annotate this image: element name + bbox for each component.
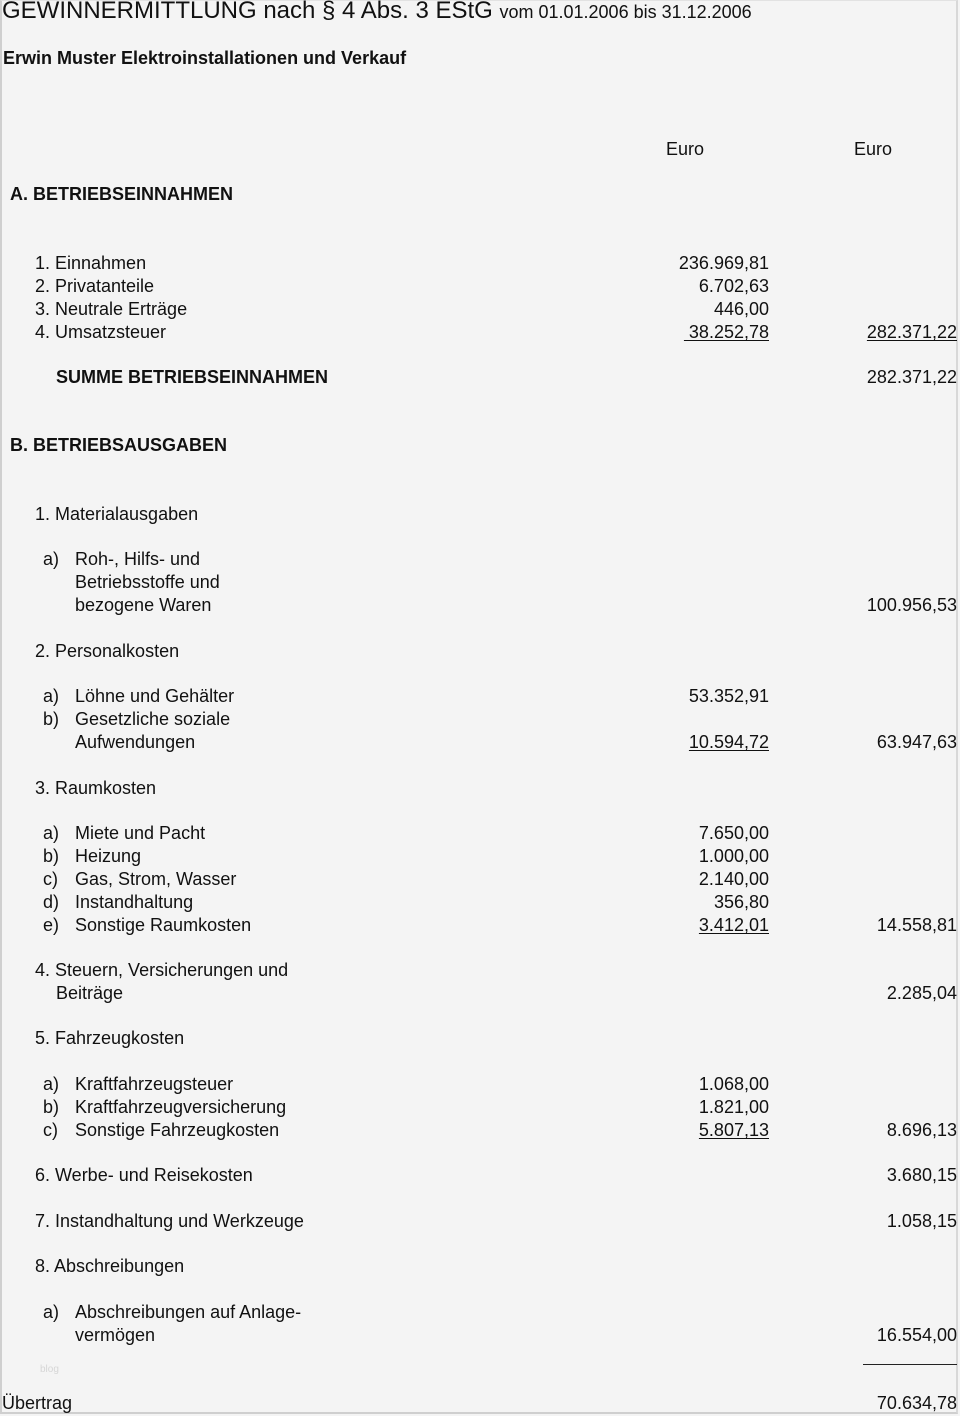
item-value: 53.352,91 [688,686,769,706]
group-total: 16.554,00 [876,1325,957,1345]
item-value: 2.140,00 [698,869,769,889]
expense-group-label: 3. Raumkosten [35,778,157,798]
item-letter: d) [43,892,60,912]
item-value: 356,80 [713,892,769,912]
group-total: 14.558,81 [876,915,957,935]
income-item-label: 3. Neutrale Erträge [35,299,188,319]
expense-group-label: 2. Personalkosten [35,641,180,661]
item-label: Gesetzliche soziale [75,709,231,729]
income-item-value: 446,00 [713,299,769,319]
item-letter: a) [43,1302,60,1322]
item-label: Kraftfahrzeugsteuer [75,1074,234,1094]
item-letter: b) [43,1097,60,1117]
item-label: Kraftfahrzeugversicherung [75,1097,287,1117]
carry-forward-value: 70.634,78 [876,1393,957,1413]
expense-group-label: 4. Steuern, Versicherungen und [35,960,289,980]
expense-group-label: 1. Materialausgaben [35,504,199,524]
income-item-label: 1. Einnahmen [35,253,147,273]
company-name: Erwin Muster Elektroinstallationen und Verkauf [3,48,407,68]
item-label: Instandhaltung [75,892,194,912]
item-label: Sonstige Raumkosten [75,915,252,935]
income-subtotal: 282.371,22 [866,322,957,342]
column-header-euro-2: Euro [854,139,893,159]
item-label: Löhne und Gehälter [75,686,235,706]
item-label: Betriebsstoffe und [75,572,220,592]
item-letter: a) [43,1074,60,1094]
item-label: Sonstige Fahrzeugkosten [75,1120,280,1140]
item-letter: b) [43,846,60,866]
item-value: 3.412,01 [698,915,769,935]
item-value: 1.000,00 [698,846,769,866]
income-item-label: 2. Privatanteile [35,276,155,296]
item-label: vermögen [75,1325,156,1345]
expense-group-label: 7. Instandhaltung und Werkzeuge [35,1211,304,1231]
income-item-value: 236.969,81 [678,253,769,273]
item-value: 5.807,13 [698,1120,769,1140]
section-a-heading: A. BETRIEBSEINNAHMEN [10,184,234,204]
item-letter: c) [43,869,58,889]
column-header-euro-1: Euro [666,139,705,159]
item-label: Aufwendungen [75,732,196,752]
expense-group-label: 6. Werbe- und Reisekosten [35,1165,253,1185]
title-period: vom 01.01.2006 bis 31.12.2006 [499,2,752,22]
group-total: 1.058,15 [886,1211,957,1231]
income-sum-value: 282.371,22 [866,367,957,387]
group-total: 3.680,15 [886,1165,957,1185]
group-total: 100.956,53 [866,595,957,615]
item-label: Miete und Pacht [75,823,206,843]
expense-group-label: 8. Abschreibungen [35,1256,185,1276]
item-letter: c) [43,1120,58,1140]
document-title [2,0,752,27]
item-letter: e) [43,915,60,935]
item-value: 7.650,00 [698,823,769,843]
total-rule [863,1364,957,1365]
expense-group-label-cont: Beiträge [56,983,124,1003]
group-total: 63.947,63 [876,732,957,752]
income-sum-label: SUMME BETRIEBSEINNAHMEN [56,367,329,387]
expense-group-label: 5. Fahrzeugkosten [35,1028,185,1048]
item-label: Heizung [75,846,142,866]
item-label: Roh-, Hilfs- und [75,549,201,569]
group-total: 2.285,04 [886,983,957,1003]
item-value: 10.594,72 [688,732,769,752]
item-letter: a) [43,549,60,569]
income-item-value: 38.252,78 [683,322,769,342]
income-item-label: 4. Umsatzsteuer [35,322,167,342]
title-main: GEWINNERMITTLUNG nach § 4 Abs. 3 EStG [2,0,493,24]
section-b-heading: B. BETRIEBSAUSGABEN [10,435,228,455]
item-label: Abschreibungen auf Anlage- [75,1302,302,1322]
item-letter: b) [43,709,60,729]
item-letter: a) [43,823,60,843]
item-value: 1.068,00 [698,1074,769,1094]
income-item-value: 6.702,63 [698,276,769,296]
item-value: 1.821,00 [698,1097,769,1117]
group-total: 8.696,13 [886,1120,957,1140]
item-letter: a) [43,686,60,706]
item-label: bezogene Waren [75,595,212,615]
item-label: Gas, Strom, Wasser [75,869,237,889]
watermark: blog [40,1364,59,1375]
carry-forward-label: Übertrag [2,1393,73,1413]
